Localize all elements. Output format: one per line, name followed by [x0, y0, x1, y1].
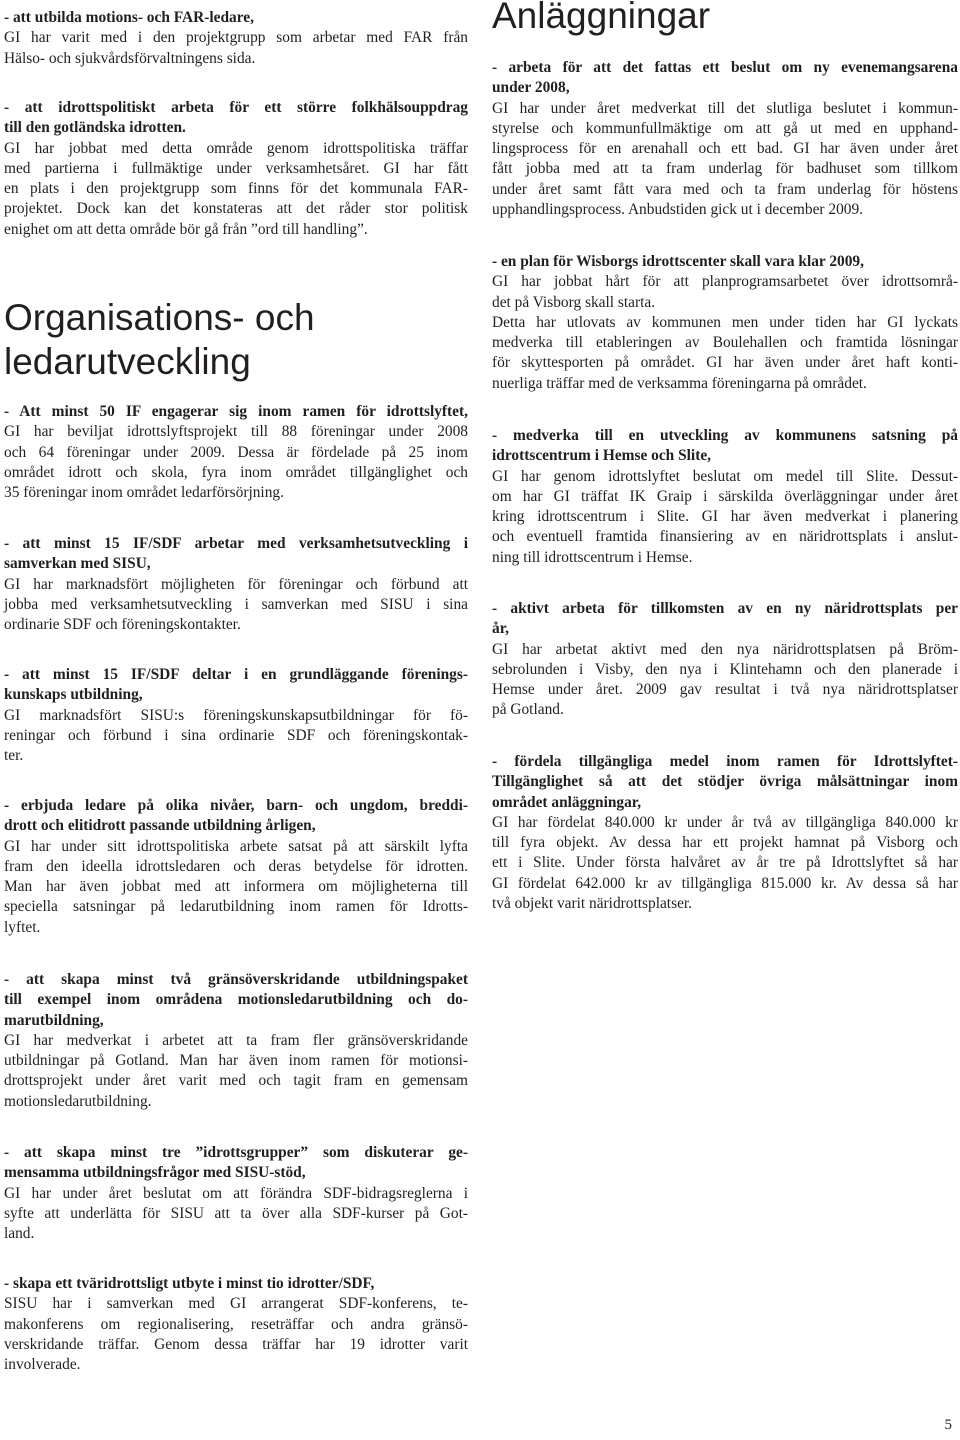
paragraph-line: sebrolunden i Visby, den nya i Klintehamn och den planerade i [492, 660, 958, 678]
paragraph-line: för skyttesporten på området. GI har även under året haft konti- [492, 354, 958, 372]
paragraph-line: GI har beviljat idrottslyftsprojekt till 88 föreningar under 2008 [4, 423, 468, 441]
paragraph-lead: - en plan för Wisborgs idrottscenter skall vara klar 2009, [492, 253, 864, 270]
paragraph-utbildningspaket [4, 970, 468, 1112]
paragraph-line: projektet. Dock kan det konstateras att det råder stor politisk [4, 200, 468, 218]
paragraph-lead: - arbeta för att det fattas ett beslut om ny evenemangsarena [492, 59, 958, 76]
paragraph-line: till fyra objekt. Av dessa har ett projekt hamnat på Visborg och [492, 834, 958, 852]
paragraph-line: land. [4, 1225, 35, 1243]
paragraph-lead: marutbildning, [4, 1011, 104, 1029]
right-column-block-2 [492, 252, 958, 394]
paragraph-line: GI har under året medverkat till det slutliga beslutet i kommun- [492, 99, 958, 117]
paragraph-line: lingsprocess för en arenahall och ett bad. GI har även under året [492, 140, 958, 158]
left-column-block-5 [4, 665, 468, 766]
paragraph-lead: - att skapa minst två gränsöverskridande utbildningspaket [4, 971, 468, 988]
paragraph-line: utbildningar på Gotland. Man har även inom ramen för motionsi- [4, 1052, 468, 1070]
heading-line: ledarutveckling [4, 341, 251, 382]
paragraph-line: reningar och förbund i sina ordinarie SDF och föreningskontak- [4, 726, 468, 744]
paragraph-line: GI har fördelat 840.000 kr under år två av tillgängliga 840.000 kr [492, 813, 958, 831]
heading-line: Organisations- och [4, 297, 315, 338]
paragraph-lead: - aktivt arbeta för tillkomsten av en ny näridrottsplats per [492, 600, 958, 617]
paragraph-line: GI marknadsfört SISU:s föreningskunskapsutbildningar för fö- [4, 706, 468, 724]
paragraph-verksamhetsutveckling [4, 534, 468, 635]
paragraph-line: och 64 föreningar under 2009. Dessa är fördelade på 25 inom [4, 443, 468, 461]
paragraph-line: två objekt varit näridrottsplatser. [492, 895, 693, 913]
section-heading-organisation [4, 296, 315, 384]
paragraph-wisborg [492, 252, 958, 394]
paragraph-lead: - att idrottspolitiskt arbeta för ett större folkhälsouppdrag [4, 99, 468, 116]
paragraph-line: om har GI träffat IK Graip i särskilda överläggningar under året [492, 487, 958, 505]
paragraph-line: GI har under året beslutat om att förändra SDF-bidragsreglerna i [4, 1184, 468, 1202]
paragraph-ledarutbildning [4, 796, 468, 938]
paragraph-line: och eventuell framtida finansiering av en näridrottsplats i anslut- [492, 528, 958, 546]
paragraph-line: GI har jobbat med detta område genom idrottspolitiska träffar [4, 139, 468, 157]
paragraph-line: GI har marknadsfört möjligheten för föreningar och förbund att [4, 575, 468, 593]
section-heading-anlaggningar: Anläggningar [492, 0, 711, 36]
paragraph-line: GI har arbetat aktivt med den nya näridrottsplatsen på Bröm- [492, 640, 958, 658]
paragraph-line: upphandlingsprocess. Anbudstiden gick ut i december 2009. [492, 201, 864, 219]
paragraph-line: en plats i den projektgrupp som finns för det kommunala FAR- [4, 180, 468, 198]
paragraph-tvaridrottsligt [4, 1274, 468, 1375]
paragraph-far-ledare [4, 8, 468, 69]
paragraph-line: styrelse och kommunfullmäktige om att gå ut med en upphand- [492, 119, 958, 137]
paragraph-line: fram den ideella idrottsledaren och deras betydelse för idrotten. [4, 857, 468, 875]
paragraph-foreningskunskap [4, 665, 468, 766]
paragraph-line: det på Visborg skall starta. [492, 293, 656, 311]
paragraph-lead: kunskaps utbildning, [4, 686, 143, 704]
paragraph-line: fått jobba med att ta fram underlag för badhuset som tillkom [492, 160, 958, 178]
right-column-block-5 [492, 752, 958, 914]
left-column [4, 8, 468, 69]
paragraph-line: syfte att underlätta för SISU att ta över alla SDF-kurser på Got- [4, 1204, 468, 1222]
paragraph-line: området idrott och skola, fyra inom området tillgänglighet och [4, 463, 468, 481]
paragraph-lead: år, [492, 620, 509, 638]
paragraph-line: Hemse under året. 2009 gav resultat i två nya näridrottsplatser [492, 681, 958, 699]
paragraph-idrottslyftet [4, 402, 468, 503]
paragraph-lead: - att utbilda motions- och FAR-ledare, [4, 9, 254, 26]
paragraph-lead: - att skapa minst tre ”idrottsgrupper” som diskuterar ge- [4, 1144, 468, 1161]
paragraph-lead: till exempel inom områdena motionsledarutbildning och do- [4, 991, 468, 1009]
paragraph-line: GI har medverkat i arbetet att ta fram fler gränsöverskridande [4, 1031, 468, 1049]
right-column-block-3 [492, 426, 958, 568]
paragraph-lead: Tillgänglighet så att det stödjer övriga målsättningar inom [492, 773, 958, 791]
paragraph-line: 35 föreningar inom området ledarförsörjning. [4, 484, 284, 502]
paragraph-line: med partierna i fullmäktige under verksamhetsåret. GI har fått [4, 159, 468, 177]
right-column-block-1 [492, 58, 958, 220]
paragraph-line: makonferens om regionalisering, reseträffar och andra gränsö- [4, 1315, 468, 1333]
left-column-block-9 [4, 1274, 468, 1375]
paragraph-naridrottsplats [492, 599, 958, 721]
paragraph-line: under året samt fått vara med och ta fram underlag för höstens [492, 180, 958, 198]
page-number: 5 [944, 1417, 952, 1433]
paragraph-line: lyftet. [4, 918, 41, 936]
paragraph-evenemangsarena [492, 58, 958, 220]
left-column-block-6 [4, 796, 468, 938]
paragraph-line: SISU har i samverkan med GI arrangerat SDF-konferens, te- [4, 1295, 468, 1313]
paragraph-line: GI har jobbat hårt för att planprogramsarbetet över idrottsområ- [492, 273, 958, 291]
paragraph-hemse-slite [492, 426, 958, 568]
paragraph-line: ett i Slite. Under första halvåret av år tre på Idrottslyftet så har [492, 854, 958, 872]
left-column-block-7 [4, 970, 468, 1112]
paragraph-line: ning till idrottscentrum i Hemse. [492, 548, 693, 566]
paragraph-line: GI fördelat 642.000 kr av tillgängliga 815.000 kr. Av dessa så har [492, 874, 958, 892]
paragraph-lead: drott och elitidrott passande utbildning årligen, [4, 817, 316, 835]
paragraph-lead: samverkan med SISU, [4, 555, 151, 573]
paragraph-tillganglighet [492, 752, 958, 914]
left-column-block-3 [4, 402, 468, 503]
paragraph-lead: - att minst 15 IF/SDF deltar i en grundläggande förenings- [4, 666, 468, 683]
paragraph-line: Man har även jobbat med att informera om möjligheterna till [4, 878, 468, 896]
paragraph-line: verskridande träffar. Genom dessa träffar har 19 idrotter varit [4, 1335, 468, 1353]
paragraph-line: involverade. [4, 1356, 81, 1374]
paragraph-line: Hälso- och sjukvårdsförvaltningens sida. [4, 49, 256, 67]
paragraph-line: kring idrottscentrum i Slite. GI har även medverkat i planering [492, 508, 958, 526]
paragraph-lead: till den gotländska idrotten. [4, 119, 186, 137]
paragraph-lead: - att minst 15 IF/SDF arbetar med verksamhetsutveckling i [4, 535, 468, 552]
paragraph-lead: - medverka till en utveckling av kommunens satsning på [492, 427, 958, 444]
left-column-block-4 [4, 534, 468, 635]
paragraph-line: GI har varit med i den projektgrupp som arbetar med FAR från [4, 29, 468, 47]
paragraph-line: nuerliga träffar med de verksamma föreningarna på området. [492, 374, 867, 392]
paragraph-line: drottsprojekt under året varit med och tagit fram en gemensam [4, 1072, 468, 1090]
paragraph-line: på Gotland. [492, 701, 564, 719]
paragraph-lead: under 2008, [492, 79, 570, 97]
paragraph-line: speciella satsningar på ledarutbildning inom ramen för Idrotts- [4, 898, 468, 916]
paragraph-folkhalsouppdrag [4, 98, 468, 240]
paragraph-line: ordinarie SDF och föreningskontakter. [4, 616, 241, 634]
paragraph-lead: idrottscentrum i Hemse och Slite, [492, 447, 711, 465]
right-column-block-4 [492, 599, 958, 721]
paragraph-line: GI har genom idrottslyftet beslutat om medel till Slite. Dessut- [492, 467, 958, 485]
paragraph-lead: mensamma utbildningsfrågor med SISU-stöd, [4, 1164, 306, 1182]
paragraph-line: jobba med verksamhetsutveckling i samverkan med SISU i sina [4, 595, 468, 613]
left-column-block-2 [4, 98, 468, 240]
paragraph-line: Detta har utlovats av kommunen men under tiden har GI lyckats [492, 313, 958, 331]
paragraph-line: medverka till etableringen av Boulehallen och framtida lösningar [492, 334, 958, 352]
paragraph-line: ter. [4, 747, 24, 765]
paragraph-lead: - Att minst 50 IF engagerar sig inom ramen för idrottslyftet, [4, 403, 468, 420]
paragraph-lead: - fördela tillgängliga medel inom ramen för Idrottslyftet- [492, 753, 958, 770]
paragraph-lead: - skapa ett tväridrottsligt utbyte i minst tio idrotter/SDF, [4, 1275, 375, 1292]
paragraph-line: enighet om att detta område bör gå från ”ord till handling”. [4, 220, 368, 238]
paragraph-lead: området anläggningar, [492, 793, 642, 811]
paragraph-lead: - erbjuda ledare på olika nivåer, barn- och ungdom, breddi- [4, 797, 468, 814]
paragraph-line: GI har under sitt idrottspolitiska arbete satsat på att särskilt lyfta [4, 837, 468, 855]
left-column-block-8 [4, 1143, 468, 1244]
paragraph-line: motionsledarutbildning. [4, 1092, 152, 1110]
paragraph-idrottsgrupper [4, 1143, 468, 1244]
